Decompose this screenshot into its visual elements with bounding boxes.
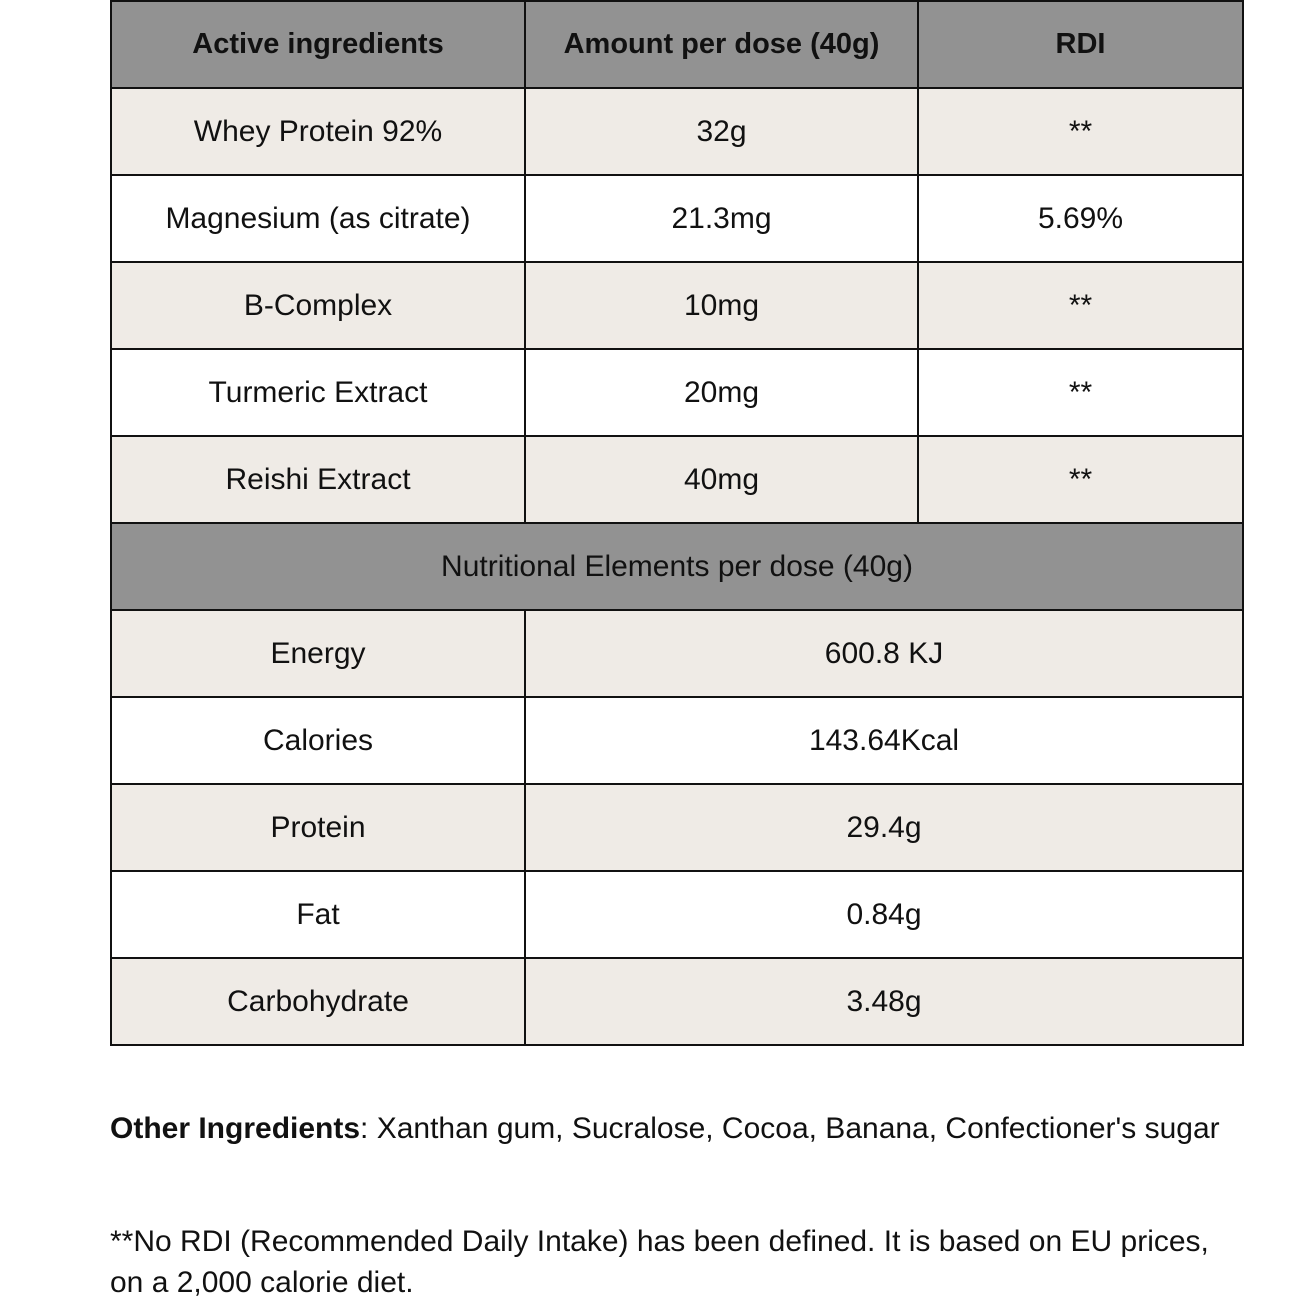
nutrition-element: Fat [111,871,525,958]
table-row [111,262,1243,349]
table-row [111,88,1243,175]
header-active-ingredients: Active ingredients [111,1,525,88]
ingredient-rdi: 5.69% [918,175,1243,262]
table-row [111,958,1243,1045]
ingredient-amount: 21.3mg [525,175,918,262]
nutrition-value: 29.4g [525,784,1243,871]
ingredient-name: B-Complex [111,262,525,349]
table-row [111,784,1243,871]
ingredient-amount: 32g [525,88,918,175]
nutrition-element: Protein [111,784,525,871]
ingredient-rdi: ** [918,436,1243,523]
table-header-row [111,1,1243,88]
ingredient-rdi: ** [918,88,1243,175]
ingredient-rdi: ** [918,262,1243,349]
ingredient-name: Reishi Extract [111,436,525,523]
nutrition-value: 600.8 KJ [525,610,1243,697]
supplement-facts-table [110,0,1244,1046]
ingredient-amount: 20mg [525,349,918,436]
ingredient-name: Turmeric Extract [111,349,525,436]
table-row [111,436,1243,523]
ingredient-rdi: ** [918,349,1243,436]
table-row [111,610,1243,697]
ingredient-amount: 10mg [525,262,918,349]
ingredient-amount: 40mg [525,436,918,523]
nutrition-value: 0.84g [525,871,1243,958]
nutrition-value: 143.64Kcal [525,697,1243,784]
nutrition-section-header-row [111,523,1243,610]
header-amount-per-dose: Amount per dose (40g) [525,1,918,88]
ingredient-name: Whey Protein 92% [111,88,525,175]
nutrition-section-title: Nutritional Elements per dose (40g) [111,523,1243,610]
other-ingredients-label: Other Ingredients [110,1112,361,1145]
other-ingredients-text: : Xanthan gum, Sucralose, Cocoa, Banana, Confectioner's sugar [360,1112,1220,1145]
rdi-footnote: **No RDI (Recommended Daily Intake) has been defined. It is based on EU prices, on a 2,000 calorie diet. [110,1225,1209,1299]
table-row [111,175,1243,262]
nutrition-element: Carbohydrate [111,958,525,1045]
nutrition-value: 3.48g [525,958,1243,1045]
nutrition-element: Calories [111,697,525,784]
other-ingredients-note [110,1108,1230,1149]
nutrition-element: Energy [111,610,525,697]
table-row [111,349,1243,436]
table-row [111,697,1243,784]
header-rdi: RDI [918,1,1243,88]
ingredient-name: Magnesium (as citrate) [111,175,525,262]
table-row [111,871,1243,958]
